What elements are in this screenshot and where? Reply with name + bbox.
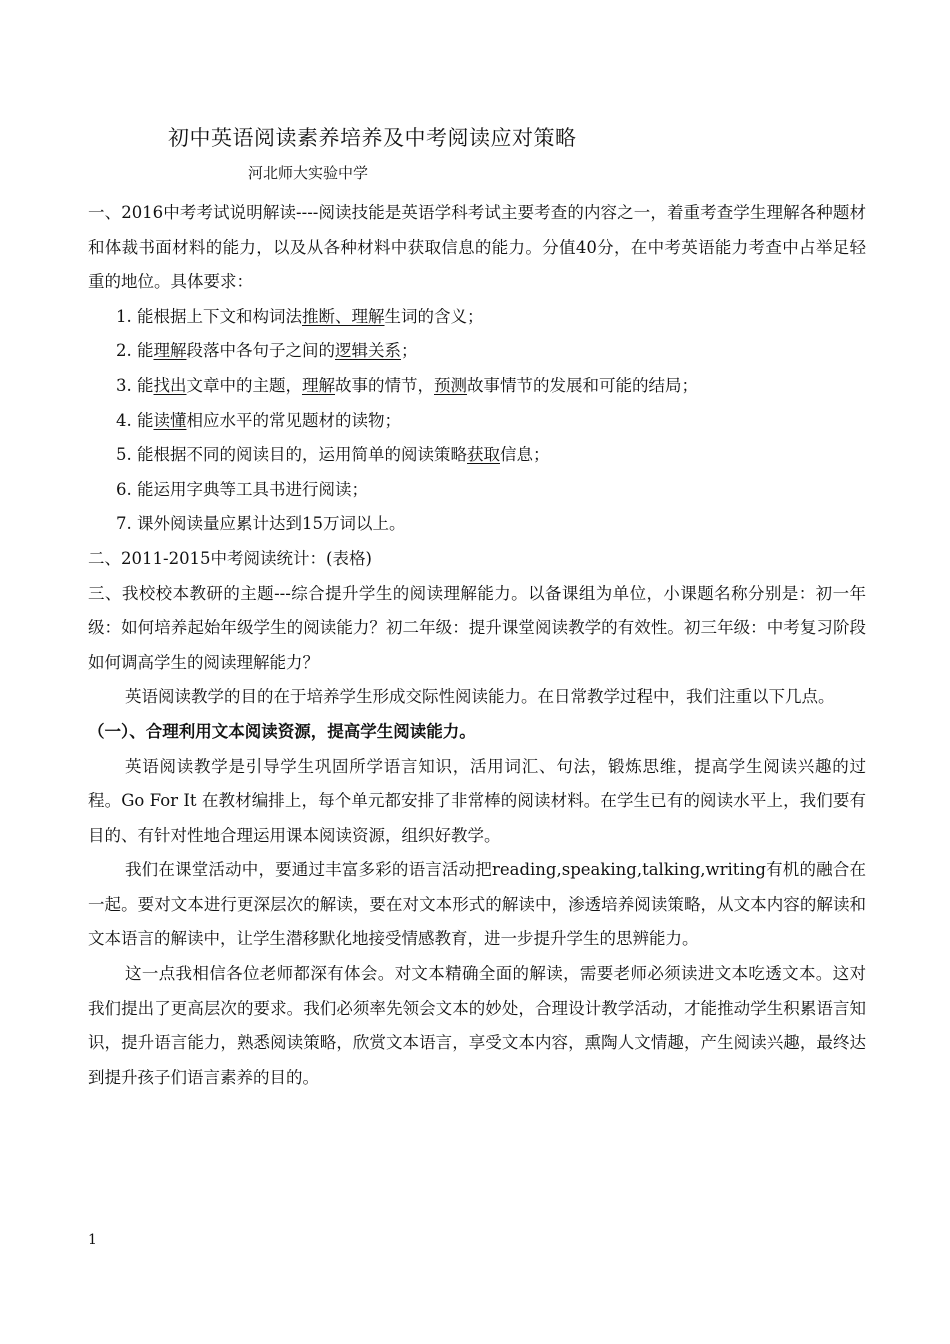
requirement-item-7: 7. 课外阅读量应累计达到15万词以上。: [116, 514, 406, 534]
requirement-item-4: 4. 能读懂相应水平的常见题材的读物；: [116, 410, 401, 430]
document-author: 河北师大实验中学: [248, 164, 369, 182]
section1-intro: 一、2016中考考试说明解读----阅读技能是英语学科考试主要考查的内容之一，着重考查学生理解各种题材和体裁书面材料的能力，以及从各种材料中获取信息的能力。分值40分，在中考英语能力考查中占举足轻重的地位。具体要求：: [88, 203, 866, 292]
goal-paragraph: 英语阅读教学的目的在于培养学生形成交际性阅读能力。在日常教学过程中，我们注重以下几点。: [125, 687, 835, 707]
document-body: [88, 196, 866, 1095]
body-paragraph-2: 我们在课堂活动中，要通过丰富多彩的语言活动把reading,speaking,talking,writing有机的融合在一起。要对文本进行更深层次的解读，要在对文本形式的解读中，渗透培养阅读策略，从文本内容的解读和文本语言的解读中，让学生潜移默化地接受情感教育，进一步提升学生的思辨能力。: [88, 860, 866, 949]
document-title: 初中英语阅读素养培养及中考阅读应对策略: [168, 126, 577, 150]
requirement-item-6: 6. 能运用字典等工具书进行阅读；: [116, 479, 368, 499]
body-paragraph-1: 英语阅读教学是引导学生巩固所学语言知识，活用词汇、句法，锻炼思维，提高学生阅读兴趣的过程。Go For It 在教材编排上，每个单元都安排了非常棒的阅读材料。在学生已有的阅读水平上，我们要有目的、有针对性地合理运用课本阅读资源，组织好教学。: [88, 756, 866, 845]
body-paragraph-3: 这一点我相信各位老师都深有体会。对文本精确全面的解读，需要老师必须读进文本吃透文本。这对我们提出了更高层次的要求。我们必须率先领会文本的妙处，合理设计教学活动，才能推动学生积累语言知识，提升语言能力，熟悉阅读策略，欣赏文本语言，享受文本内容，熏陶人文情趣，产生阅读兴趣，最终达到提升孩子们语言素养的目的。: [88, 964, 866, 1087]
subsection-heading-1: （一）、合理利用文本阅读资源，提高学生阅读能力。: [88, 721, 476, 741]
requirement-item-3: 3. 能找出文章中的主题，理解故事的情节，预测故事情节的发展和可能的结局；: [116, 375, 698, 395]
requirement-item-1: 1. 能根据上下文和构词法推断、理解生词的含义；: [116, 306, 484, 326]
requirement-item-2: 2. 能理解段落中各句子之间的逻辑关系；: [116, 341, 418, 361]
page-number: 1: [88, 1232, 97, 1248]
section3-paragraph: 三、我校校本教研的主题---综合提升学生的阅读理解能力。以备课组为单位，小课题名称分别是：初一年级：如何培养起始年级学生的阅读能力？初二年级：提升课堂阅读教学的有效性。初三年级：中考复习阶段如何调高学生的阅读理解能力？: [88, 583, 866, 672]
section2-heading: 二、2011-2015中考阅读统计：(表格): [88, 548, 372, 568]
requirement-item-5: 5. 能根据不同的阅读目的，运用简单的阅读策略获取信息；: [116, 445, 550, 465]
